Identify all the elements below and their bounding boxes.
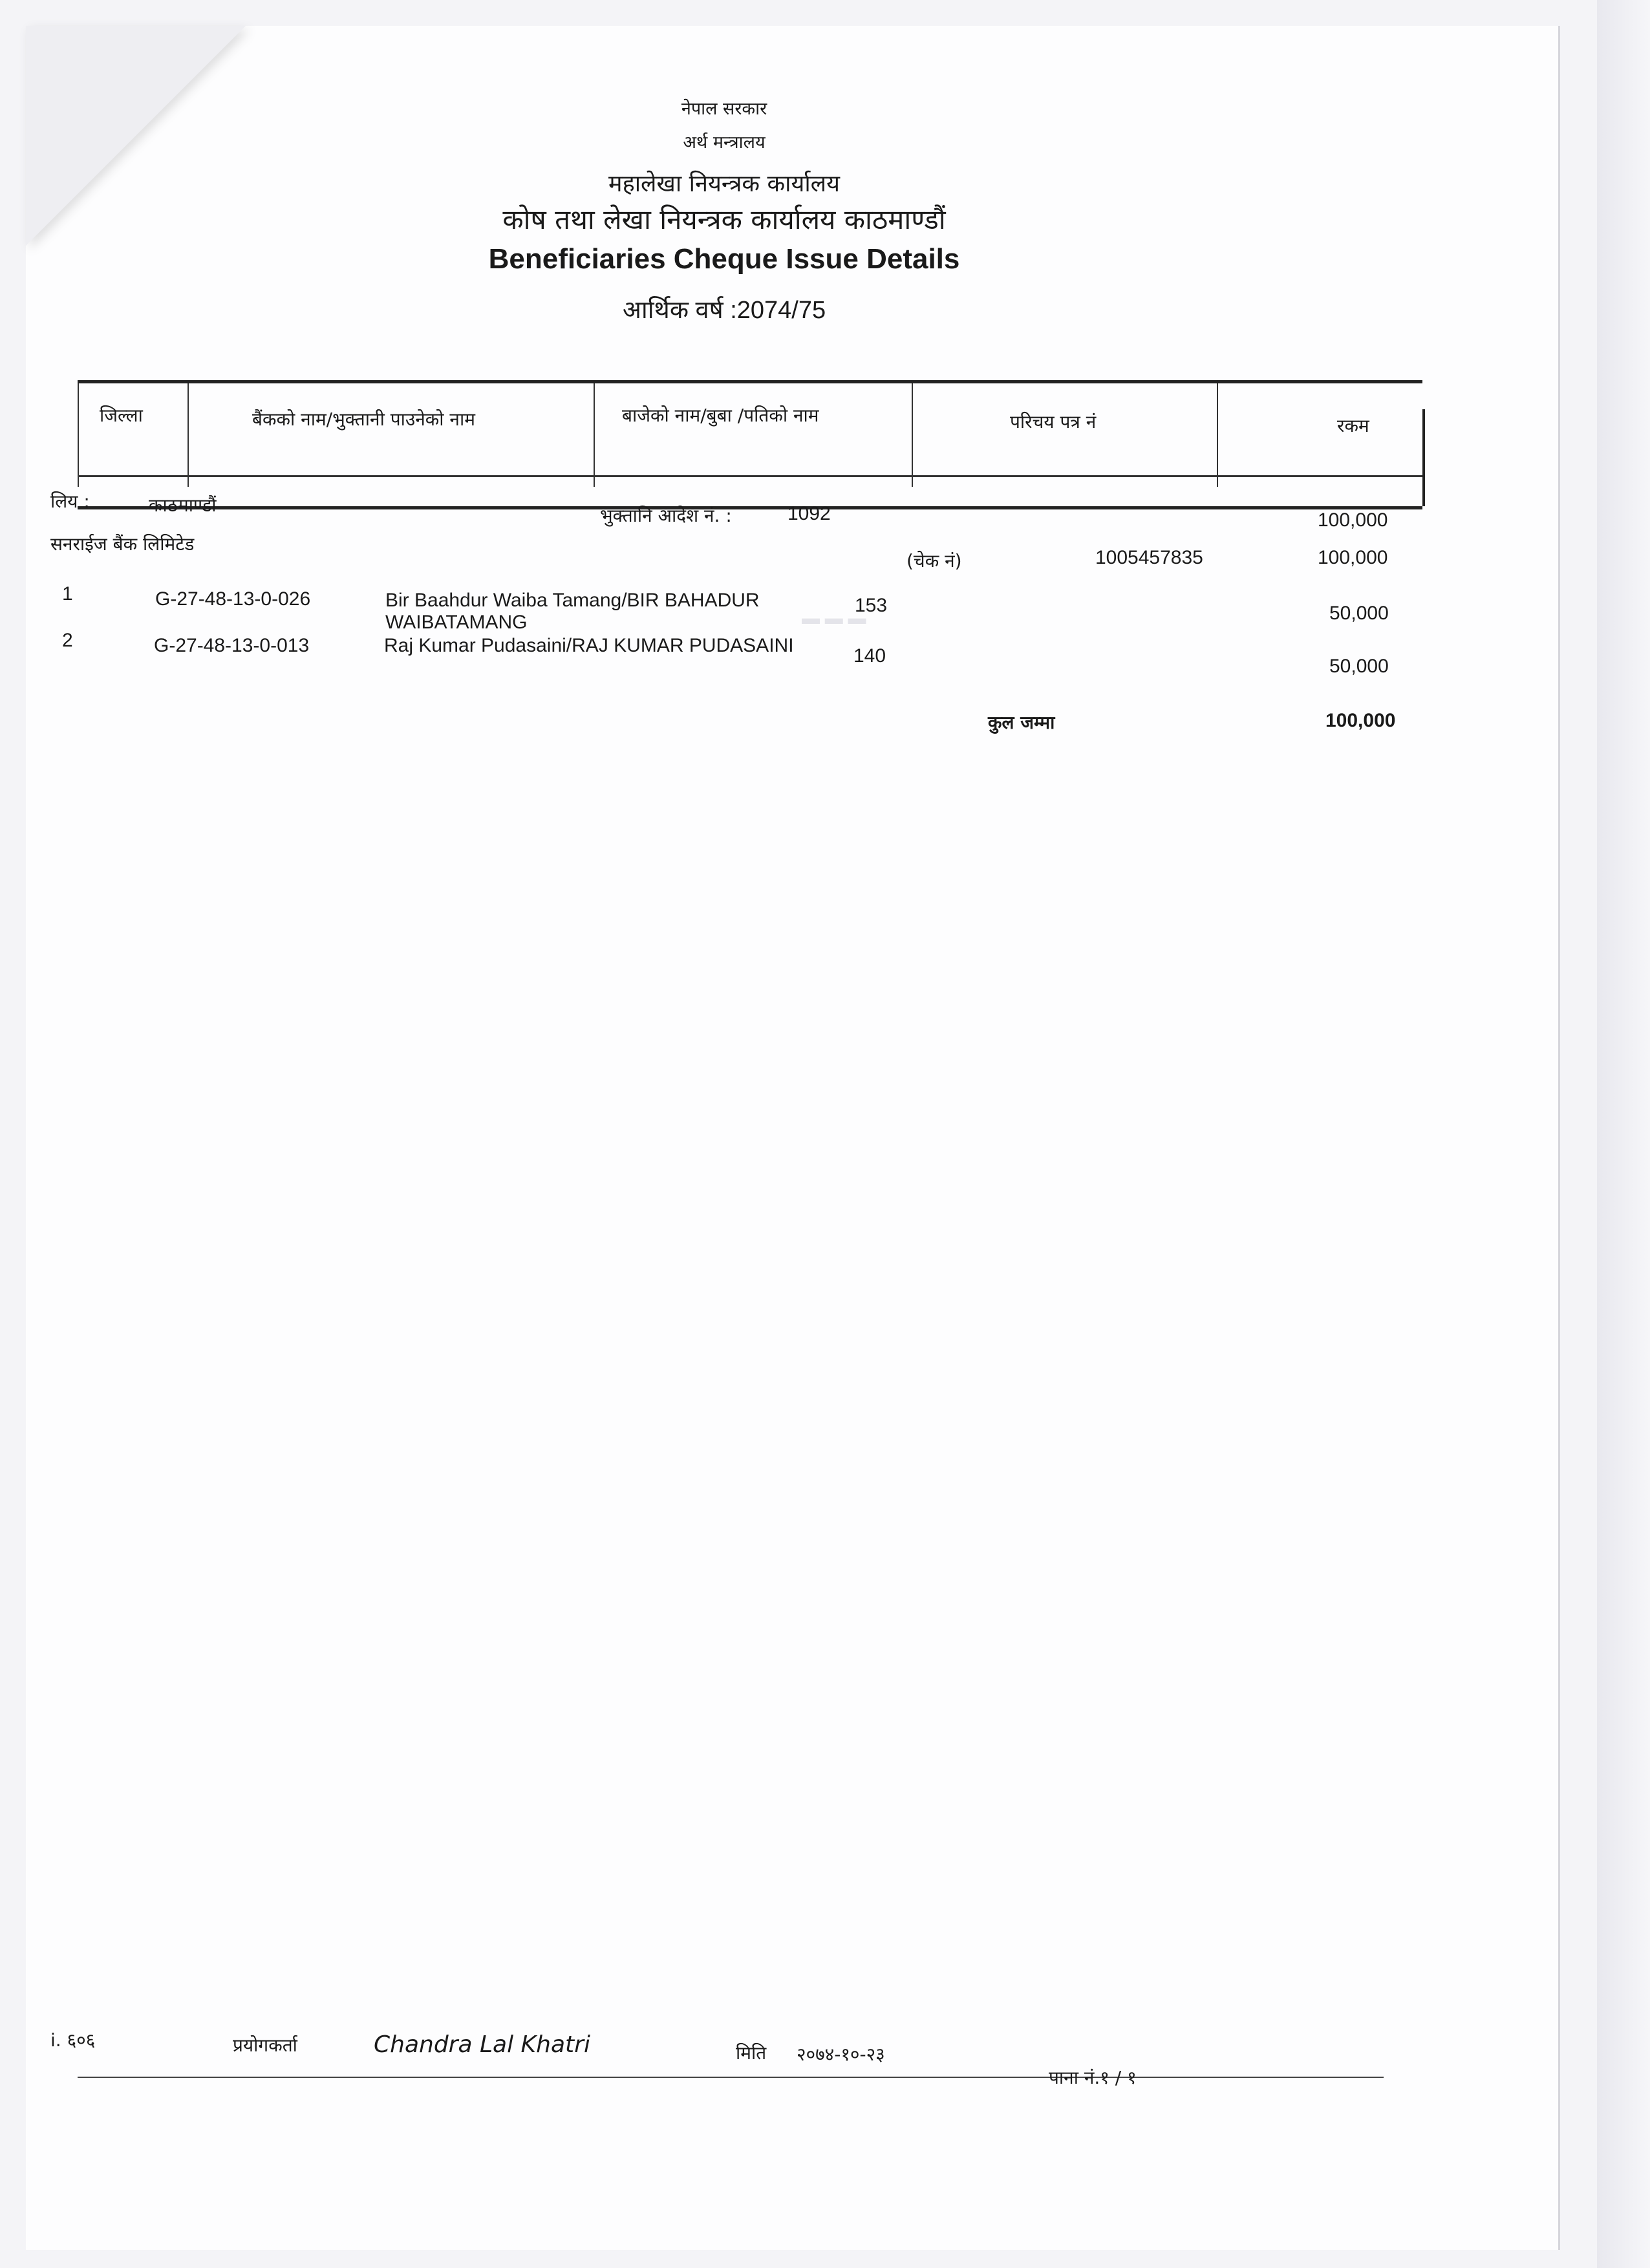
column-bank-payee: बैंकको नाम/भुक्तानी पाउनेको नाम [252, 409, 475, 430]
footer-date-label: मिति [736, 2042, 767, 2064]
row-2-id: 140 [853, 645, 886, 667]
fiscal-year: आर्थिक वर्ष :2074/75 [622, 297, 826, 324]
row-1-name-cont: WAIBATAMANG [385, 612, 528, 633]
user-signature: Chandra Lal Khatri [374, 2031, 590, 2058]
row-1-name: Bir Baahdur Waiba Tamang/BIR BAHADUR [385, 590, 760, 611]
header-line-office: महालेखा नियन्त्रक कार्यालय [608, 171, 840, 197]
cheque-number: 1005457835 [1095, 547, 1203, 568]
footer-number: i. ६०६ [50, 2029, 96, 2051]
column-district: जिल्ला [100, 405, 143, 426]
header-line-government: नेपाल सरकार [681, 99, 767, 119]
total-amount: 100,000 [1325, 710, 1396, 731]
office-label: लिय : [50, 491, 90, 512]
header-line-treasury: कोष तथा लेखा नियन्त्रक कार्यालय काठमाण्डौं [502, 204, 946, 235]
bank-amount: 100,000 [1318, 547, 1388, 568]
row-1-sn: 1 [62, 583, 73, 604]
row-2-code: G-27-48-13-0-013 [154, 635, 310, 656]
row-2-name: Raj Kumar Pudasaini/RAJ KUMAR PUDASAINI [384, 635, 794, 656]
column-grandfather-father: बाजेको नाम/बुबा /पतिको नाम [622, 405, 819, 426]
footer-date: २०७४-१०-२३ [797, 2044, 885, 2065]
footer-page: पाना नं.१ / १ [1049, 2067, 1137, 2088]
header-line-ministry: अर्थ मन्त्रालय [683, 133, 766, 153]
office-value: काठमाण्डौं [149, 495, 217, 516]
row-1-code: G-27-48-13-0-026 [155, 588, 311, 610]
paper-edge [1597, 0, 1650, 2268]
bank-name: सनराईज बैंक लिमिटेड [50, 533, 195, 555]
row-1-id: 153 [855, 595, 888, 616]
document-page [26, 26, 1560, 2250]
column-amount: रकम [1337, 415, 1369, 436]
column-id-no: परिचय पत्र नं [1010, 411, 1097, 433]
cheque-label: (चेक नं) [906, 550, 962, 572]
total-label: कुल जम्मा [988, 712, 1055, 733]
table-header [78, 380, 1422, 509]
footer-divider [78, 2077, 1384, 2078]
payment-order-number: 1092 [788, 503, 831, 524]
page-title: Beneficiaries Cheque Issue Details [488, 243, 960, 275]
row-2-sn: 2 [62, 630, 73, 651]
payment-order-label: भुक्तानि आदेश नं. : [600, 505, 732, 526]
row-2-amount: 50,000 [1329, 656, 1389, 677]
row-1-amount: 50,000 [1329, 603, 1389, 624]
bleed-through: ▬ ▬ ▬ [802, 608, 866, 628]
payment-order-amount: 100,000 [1318, 509, 1388, 531]
footer-user-label: प्रयोगकर्ता [233, 2035, 297, 2056]
